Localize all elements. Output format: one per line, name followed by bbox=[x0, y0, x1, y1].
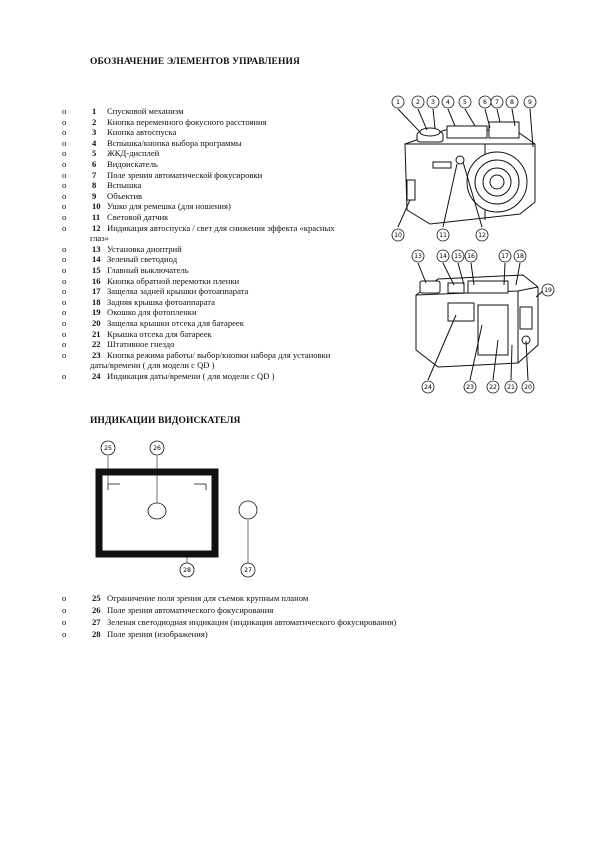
callout-marker bbox=[459, 96, 471, 108]
item-number: 26 bbox=[92, 605, 101, 615]
callout-marker bbox=[499, 250, 511, 262]
viewfinder-diagram bbox=[90, 438, 280, 583]
item-number: 21 bbox=[92, 328, 101, 339]
item-text: Ограничение поля зрения для съемок крупным планом bbox=[107, 593, 309, 603]
callout-marker bbox=[101, 441, 115, 455]
callout-number: 17 bbox=[501, 253, 509, 261]
callout-marker bbox=[505, 381, 517, 393]
callout-number: 2 bbox=[416, 99, 420, 107]
item-text: Установка диоптрий bbox=[107, 243, 182, 254]
callout-number: 7 bbox=[495, 99, 499, 107]
callout-marker bbox=[412, 250, 424, 262]
item-number: 15 bbox=[92, 265, 101, 275]
bullet-icon: o bbox=[62, 605, 67, 615]
item-number: 9 bbox=[92, 190, 97, 201]
item-text: Спусковой механизм bbox=[107, 106, 184, 116]
item-number: 2 bbox=[92, 116, 97, 127]
callout-number: 28 bbox=[183, 567, 191, 575]
item-number: 10 bbox=[92, 201, 101, 212]
callout-number: 4 bbox=[446, 99, 450, 107]
callout-number: 14 bbox=[439, 253, 447, 261]
callout-number: 11 bbox=[439, 232, 447, 240]
bullet-icon: o bbox=[62, 106, 67, 116]
item-text: Зеленый светодиод bbox=[107, 254, 178, 265]
controls-heading: ОБОЗНАЧЕНИЕ ЭЛЕМЕНТОВ УПРАВЛЕНИЯ bbox=[90, 57, 300, 67]
bullet-icon: o bbox=[62, 137, 67, 148]
callout-marker bbox=[427, 96, 439, 108]
bullet-icon: o bbox=[62, 296, 67, 307]
callout-number: 9 bbox=[528, 99, 532, 107]
item-text: Индикация даты/времени ( для модели с QD ) bbox=[107, 371, 275, 381]
bullet-icon: o bbox=[62, 275, 67, 286]
callout-number: 21 bbox=[507, 384, 515, 392]
item-number: 7 bbox=[92, 169, 97, 180]
item-number: 5 bbox=[92, 148, 97, 159]
callout-marker bbox=[464, 381, 476, 393]
item-number: 6 bbox=[92, 159, 97, 169]
callout-marker bbox=[392, 96, 404, 108]
item-text: Защелка крышки отсека для батареек bbox=[107, 318, 244, 328]
bullet-icon: o bbox=[62, 307, 67, 318]
item-number: 19 bbox=[92, 307, 101, 318]
callout-marker bbox=[180, 563, 194, 577]
callout-number: 12 bbox=[478, 232, 486, 240]
item-number: 3 bbox=[92, 127, 97, 138]
callout-number: 19 bbox=[544, 287, 552, 295]
item-text: Окошко для фотопленки bbox=[107, 307, 197, 318]
item-number: 24 bbox=[92, 371, 101, 381]
callout-number: 26 bbox=[153, 445, 161, 453]
item-text-continued: глаз» bbox=[90, 233, 109, 244]
bullet-icon: o bbox=[62, 190, 67, 201]
item-text: Вспышка/кнопка выбора программы bbox=[107, 137, 242, 148]
item-text: Крышка отсека для батареек bbox=[107, 328, 212, 339]
item-text: Кнопка режима работы/ выбор/кнопки набора для установки bbox=[107, 349, 331, 360]
callout-number: 23 bbox=[466, 384, 474, 392]
callout-number: 10 bbox=[394, 232, 402, 240]
item-text: Вспышка bbox=[107, 180, 142, 191]
bullet-icon: o bbox=[62, 371, 67, 381]
callout-number: 25 bbox=[104, 445, 112, 453]
bullet-icon: o bbox=[62, 159, 67, 169]
item-text: Объектив bbox=[107, 190, 143, 201]
item-number: 23 bbox=[92, 349, 101, 360]
item-number: 22 bbox=[92, 339, 101, 350]
item-number: 8 bbox=[92, 180, 97, 191]
bullet-icon: o bbox=[62, 116, 67, 127]
callout-marker bbox=[422, 381, 434, 393]
callout-marker bbox=[392, 229, 404, 241]
bullet-icon: o bbox=[62, 339, 67, 350]
bullet-icon: o bbox=[62, 265, 67, 275]
item-text: Штативное гнездо bbox=[107, 339, 175, 350]
callout-number: 8 bbox=[510, 99, 514, 107]
bullet-icon: o bbox=[62, 286, 67, 297]
item-text: Индикация автоспуска / свет для снижения эффекта «красных bbox=[107, 222, 335, 233]
item-number: 27 bbox=[92, 617, 101, 627]
item-text: Зеленая светодиодная индикация (индикация автоматического фокусирования) bbox=[107, 617, 397, 627]
bullet-icon: o bbox=[62, 629, 67, 639]
item-text: Поле зрения (изображения) bbox=[107, 629, 208, 639]
viewfinder-heading: ИНДИКАЦИИ ВИДОИСКАТЕЛЯ bbox=[90, 416, 241, 426]
item-text: Главный выключатель bbox=[107, 265, 189, 275]
camera-front-illustration bbox=[385, 92, 545, 247]
bullet-icon: o bbox=[62, 593, 67, 603]
item-number: 11 bbox=[92, 212, 101, 222]
callout-marker bbox=[241, 563, 255, 577]
item-text-continued: даты/времени ( для модели с QD ) bbox=[90, 360, 215, 371]
bullet-icon: o bbox=[62, 222, 67, 233]
item-text: Поле зрения автоматической фокусировки bbox=[107, 169, 263, 180]
camera-back-illustration bbox=[408, 245, 558, 395]
item-number: 1 bbox=[92, 106, 97, 116]
item-number: 4 bbox=[92, 137, 97, 148]
item-number: 14 bbox=[92, 254, 101, 265]
callout-marker bbox=[452, 250, 464, 262]
callout-number: 22 bbox=[489, 384, 497, 392]
item-number: 16 bbox=[92, 275, 101, 286]
callout-number: 24 bbox=[424, 384, 432, 392]
callout-number: 6 bbox=[483, 99, 487, 107]
callout-number: 1 bbox=[396, 99, 400, 107]
callout-number: 15 bbox=[454, 253, 462, 261]
callout-marker bbox=[465, 250, 477, 262]
bullet-icon: o bbox=[62, 243, 67, 254]
callout-marker bbox=[487, 381, 499, 393]
bullet-icon: o bbox=[62, 617, 67, 627]
callout-number: 13 bbox=[414, 253, 422, 261]
bullet-icon: o bbox=[62, 127, 67, 138]
item-text: ЖКД-дисплей bbox=[107, 148, 160, 159]
callout-marker bbox=[542, 284, 554, 296]
callout-marker bbox=[506, 96, 518, 108]
callout-marker bbox=[524, 96, 536, 108]
bullet-icon: o bbox=[62, 328, 67, 339]
bullet-icon: o bbox=[62, 349, 67, 360]
callout-marker bbox=[476, 229, 488, 241]
item-text: Кнопка переменного фокусного расстояния bbox=[107, 116, 267, 127]
callout-marker bbox=[479, 96, 491, 108]
callout-number: 27 bbox=[244, 567, 252, 575]
callout-number: 20 bbox=[524, 384, 532, 392]
item-number: 20 bbox=[92, 318, 101, 328]
callout-marker bbox=[437, 250, 449, 262]
item-text: Кнопка автоспуска bbox=[107, 127, 177, 138]
item-number: 18 bbox=[92, 296, 101, 307]
item-text: Ушко для ремешка (для ношения) bbox=[107, 201, 231, 212]
bullet-icon: o bbox=[62, 169, 67, 180]
item-text: Видоискатель bbox=[107, 159, 158, 169]
callout-marker bbox=[514, 250, 526, 262]
item-text: Защелка задней крышки фотоаппарата bbox=[107, 286, 249, 297]
item-text: Задняя крышка фотоаппарата bbox=[107, 296, 215, 307]
callout-number: 16 bbox=[467, 253, 475, 261]
item-number: 25 bbox=[92, 593, 101, 603]
callout-marker bbox=[412, 96, 424, 108]
callout-marker bbox=[442, 96, 454, 108]
bullet-icon: o bbox=[62, 212, 67, 222]
callout-marker bbox=[491, 96, 503, 108]
callout-number: 5 bbox=[463, 99, 467, 107]
item-text: Кнопка обратной перемотки пленки bbox=[107, 275, 240, 286]
item-number: 17 bbox=[92, 286, 101, 297]
callout-marker bbox=[150, 441, 164, 455]
bullet-icon: o bbox=[62, 180, 67, 191]
item-text: Поле зрения автоматического фокусирования bbox=[107, 605, 274, 615]
callout-marker bbox=[522, 381, 534, 393]
callout-number: 3 bbox=[431, 99, 435, 107]
callout-marker bbox=[437, 229, 449, 241]
item-number: 28 bbox=[92, 629, 101, 639]
callout-number: 18 bbox=[516, 253, 524, 261]
item-text: Световой датчик bbox=[107, 212, 169, 222]
bullet-icon: o bbox=[62, 254, 67, 265]
item-number: 13 bbox=[92, 243, 101, 254]
item-number: 12 bbox=[92, 222, 101, 233]
bullet-icon: o bbox=[62, 201, 67, 212]
bullet-icon: o bbox=[62, 148, 67, 159]
bullet-icon: o bbox=[62, 318, 67, 328]
